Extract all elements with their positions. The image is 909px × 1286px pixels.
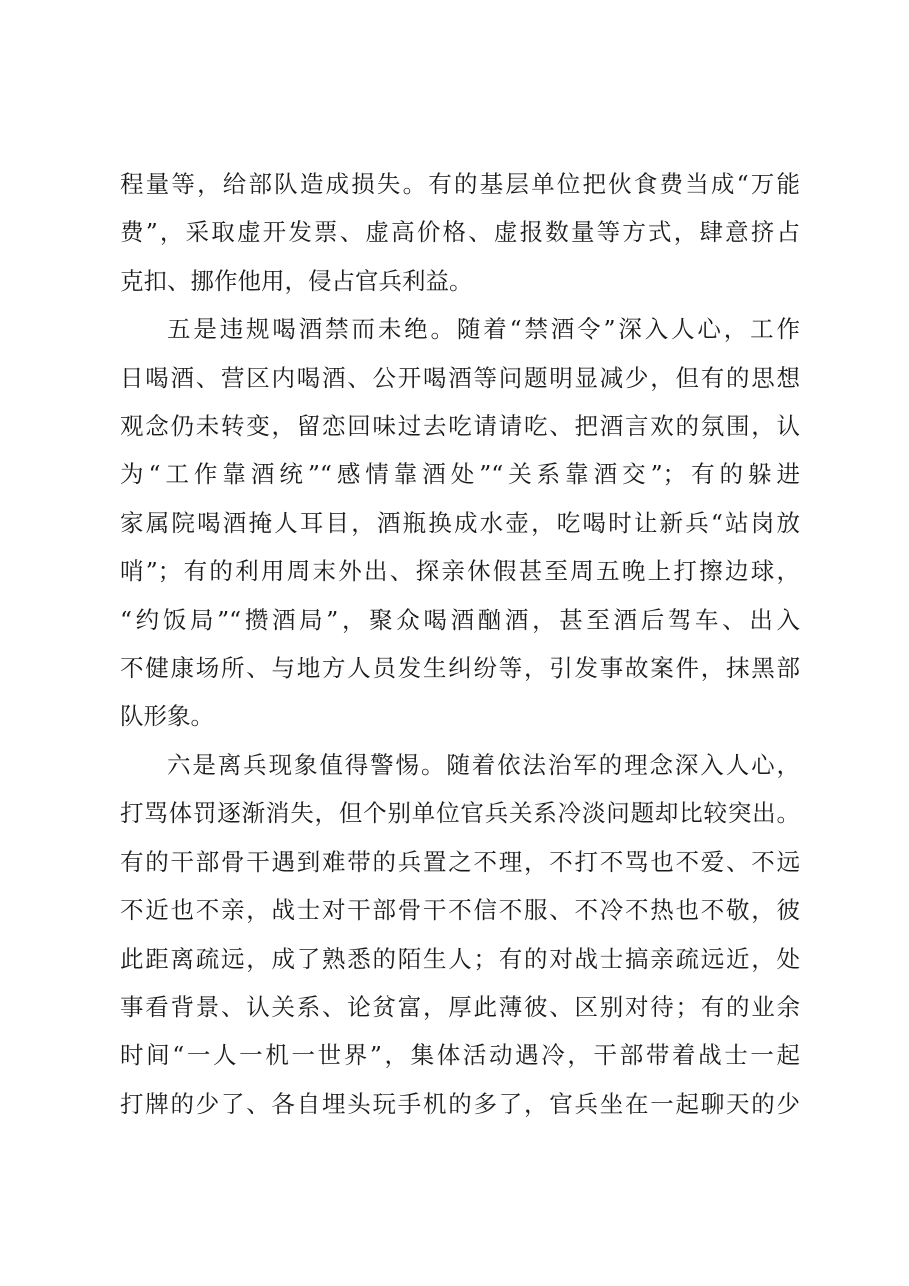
- text-line: “约饭局”“攒酒局”，聚众喝酒酗酒，甚至酒后驾车、出入: [120, 605, 800, 634]
- text-line: 克扣、挪作他用，侵占官兵利益。: [120, 266, 473, 295]
- text-line: 费”，采取虚开发票、虚高价格、虚报数量等方式，肆意挤占: [120, 218, 800, 247]
- text-line: 队形象。: [120, 702, 214, 731]
- text-line: 不近也不亲，战士对干部骨干不信不服、不冷不热也不敬，彼: [120, 896, 800, 925]
- text-line: 打牌的少了、各自埋头玩手机的多了，官兵坐在一起聊天的少: [120, 1089, 800, 1118]
- text-line: 打骂体罚逐渐消失，但个别单位官兵关系冷淡问题却比较突出。: [120, 799, 800, 828]
- text-line: 程量等，给部队造成损失。有的基层单位把伙食费当成“万能: [120, 170, 800, 198]
- text-line: 哨”；有的利用周末外出、探亲休假甚至周五晚上打擦边球，: [120, 557, 800, 586]
- text-line: 事看背景、认关系、论贫富，厚此薄彼、区别对待；有的业余: [120, 992, 800, 1021]
- text-line: 六是离兵现象值得警惕。随着依法治军的理念深入人心，: [167, 750, 800, 779]
- text-line: 观念仍未转变，留恋回味过去吃请请吃、把酒言欢的氛围，认: [120, 412, 800, 441]
- text-line: 此距离疏远，成了熟悉的陌生人；有的对战士搞亲疏远近，处: [120, 944, 800, 973]
- text-line: 五是违规喝酒禁而未绝。随着“禁酒令”深入人心，工作: [167, 315, 800, 344]
- text-line: 不健康场所、与地方人员发生纠纷等，引发事故案件，抹黑部: [120, 654, 800, 683]
- text-line: 时间“一人一机一世界”，集体活动遇冷，干部带着战士一起: [120, 1041, 800, 1070]
- text-line: 为“工作靠酒统”“感情靠酒处”“关系靠酒交”；有的躲进: [120, 460, 800, 489]
- text-line: 家属院喝酒掩人耳目，酒瓶换成水壶，吃喝时让新兵“站岗放: [120, 508, 800, 537]
- paragraph-3: [120, 741, 800, 1128]
- text-line: 有的干部骨干遇到难带的兵置之不理，不打不骂也不爱、不远: [120, 847, 800, 876]
- paragraph-1: [120, 160, 800, 305]
- document-body: [120, 160, 800, 1128]
- text-line: 日喝酒、营区内喝酒、公开喝酒等问题明显减少，但有的思想: [120, 363, 800, 392]
- paragraph-2: [120, 305, 800, 741]
